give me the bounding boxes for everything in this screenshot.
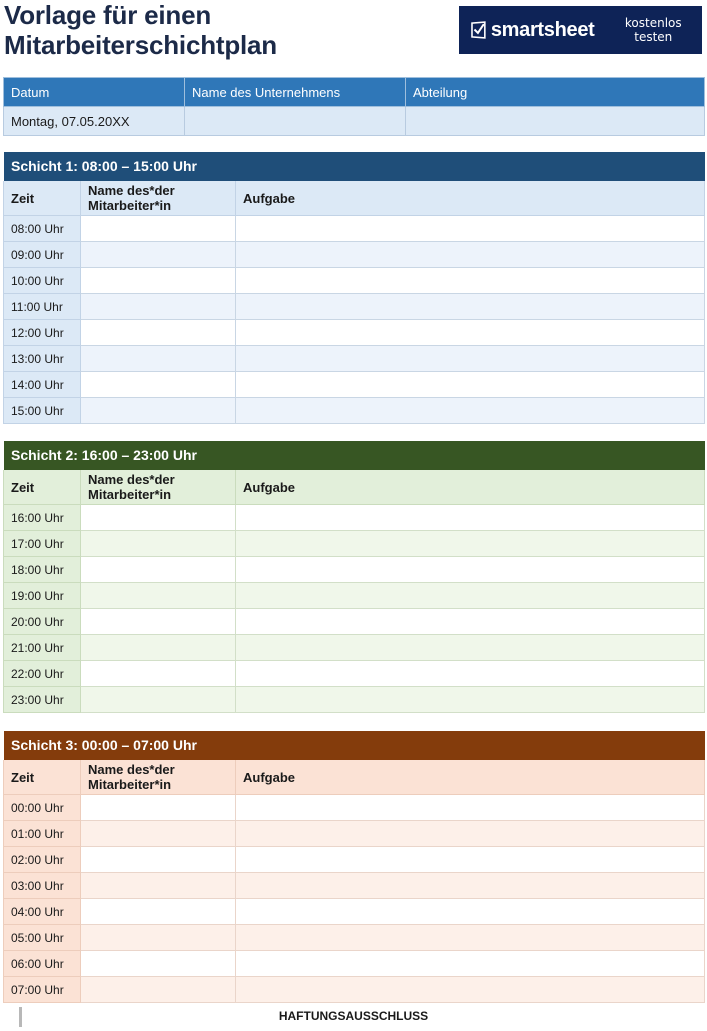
info-value-department[interactable] — [406, 107, 705, 136]
shift-3-title: Schicht 3: 00:00 – 07:00 Uhr — [4, 731, 705, 760]
task-cell[interactable] — [236, 873, 705, 899]
task-cell[interactable] — [236, 294, 705, 320]
info-header-company: Name des Unternehmens — [185, 78, 406, 107]
info-table — [3, 77, 705, 136]
shift-3-table — [3, 730, 705, 1003]
table-row — [4, 268, 705, 294]
table-row — [4, 242, 705, 268]
shift-3-column-headers — [4, 760, 705, 795]
time-cell: 15:00 Uhr — [4, 398, 81, 424]
employee-cell[interactable] — [81, 635, 236, 661]
task-cell[interactable] — [236, 346, 705, 372]
task-cell[interactable] — [236, 847, 705, 873]
table-row — [4, 346, 705, 372]
table-row — [4, 873, 705, 899]
table-row — [4, 899, 705, 925]
column-header-task: Aufgabe — [236, 760, 705, 795]
task-cell[interactable] — [236, 505, 705, 531]
employee-cell[interactable] — [81, 661, 236, 687]
disclaimer-link[interactable]: HAFTUNGSAUSSCHLUSS — [278, 1009, 429, 1023]
shift-1-title: Schicht 1: 08:00 – 15:00 Uhr — [4, 152, 705, 181]
time-cell: 01:00 Uhr — [4, 821, 81, 847]
time-cell: 00:00 Uhr — [4, 795, 81, 821]
time-cell: 17:00 Uhr — [4, 531, 81, 557]
column-header-employee: Name des*der Mitarbeiter*in — [81, 760, 236, 795]
column-header-time: Zeit — [4, 470, 81, 505]
employee-cell[interactable] — [81, 531, 236, 557]
shift-1-column-headers — [4, 181, 705, 216]
time-cell: 23:00 Uhr — [4, 687, 81, 713]
info-header-date: Datum — [4, 78, 185, 107]
column-header-task: Aufgabe — [236, 470, 705, 505]
brand-cta-label: kostenlos testen — [624, 16, 682, 44]
info-value-date[interactable]: Montag, 07.05.20XX — [4, 107, 185, 136]
table-row — [4, 795, 705, 821]
table-row — [4, 372, 705, 398]
task-cell[interactable] — [236, 557, 705, 583]
time-cell: 06:00 Uhr — [4, 951, 81, 977]
table-row — [4, 216, 705, 242]
shift-2-table — [3, 440, 705, 713]
column-header-time: Zeit — [4, 760, 81, 795]
table-row — [4, 531, 705, 557]
time-cell: 07:00 Uhr — [4, 977, 81, 1003]
column-header-task: Aufgabe — [236, 181, 705, 216]
table-row — [4, 661, 705, 687]
info-header-row — [4, 78, 705, 107]
time-cell: 09:00 Uhr — [4, 242, 81, 268]
time-cell: 11:00 Uhr — [4, 294, 81, 320]
time-cell: 05:00 Uhr — [4, 925, 81, 951]
employee-cell[interactable] — [81, 505, 236, 531]
info-value-row — [4, 107, 705, 136]
time-cell: 16:00 Uhr — [4, 505, 81, 531]
time-cell: 03:00 Uhr — [4, 873, 81, 899]
employee-cell[interactable] — [81, 609, 236, 635]
time-cell: 20:00 Uhr — [4, 609, 81, 635]
employee-cell[interactable] — [81, 795, 236, 821]
table-row — [4, 398, 705, 424]
task-cell[interactable] — [236, 899, 705, 925]
smartsheet-trial-button[interactable] — [459, 6, 702, 54]
task-cell[interactable] — [236, 242, 705, 268]
employee-cell[interactable] — [81, 557, 236, 583]
table-row — [4, 951, 705, 977]
employee-cell[interactable] — [81, 687, 236, 713]
employee-cell[interactable] — [81, 873, 236, 899]
task-cell[interactable] — [236, 977, 705, 1003]
table-row — [4, 320, 705, 346]
task-cell[interactable] — [236, 609, 705, 635]
table-row — [4, 687, 705, 713]
task-cell[interactable] — [236, 951, 705, 977]
table-row — [4, 609, 705, 635]
employee-cell[interactable] — [81, 899, 236, 925]
time-cell: 02:00 Uhr — [4, 847, 81, 873]
employee-cell[interactable] — [81, 372, 236, 398]
table-row — [4, 635, 705, 661]
task-cell[interactable] — [236, 821, 705, 847]
time-cell: 19:00 Uhr — [4, 583, 81, 609]
task-cell[interactable] — [236, 320, 705, 346]
employee-cell[interactable] — [81, 320, 236, 346]
employee-cell[interactable] — [81, 847, 236, 873]
info-header-department: Abteilung — [406, 78, 705, 107]
task-cell[interactable] — [236, 795, 705, 821]
table-row — [4, 925, 705, 951]
table-row — [4, 977, 705, 1003]
time-cell: 08:00 Uhr — [4, 216, 81, 242]
employee-cell[interactable] — [81, 977, 236, 1003]
employee-cell[interactable] — [81, 216, 236, 242]
employee-cell[interactable] — [81, 583, 236, 609]
time-cell: 18:00 Uhr — [4, 557, 81, 583]
time-cell: 21:00 Uhr — [4, 635, 81, 661]
employee-cell[interactable] — [81, 346, 236, 372]
employee-cell[interactable] — [81, 821, 236, 847]
time-cell: 14:00 Uhr — [4, 372, 81, 398]
task-cell[interactable] — [236, 398, 705, 424]
time-cell: 22:00 Uhr — [4, 661, 81, 687]
column-header-employee: Name des*der Mitarbeiter*in — [81, 181, 236, 216]
task-cell[interactable] — [236, 216, 705, 242]
task-cell[interactable] — [236, 372, 705, 398]
task-cell[interactable] — [236, 635, 705, 661]
time-cell: 04:00 Uhr — [4, 899, 81, 925]
brand-name: smartsheet — [490, 18, 595, 41]
page-title: Vorlage für einen Mitarbeiterschichtplan — [4, 0, 277, 60]
task-cell[interactable] — [236, 531, 705, 557]
employee-cell[interactable] — [81, 951, 236, 977]
column-header-employee: Name des*der Mitarbeiter*in — [81, 470, 236, 505]
info-value-company[interactable] — [185, 107, 406, 136]
employee-cell[interactable] — [81, 398, 236, 424]
employee-cell[interactable] — [81, 242, 236, 268]
shift-1-table — [3, 151, 705, 424]
time-cell: 12:00 Uhr — [4, 320, 81, 346]
employee-cell[interactable] — [81, 268, 236, 294]
smartsheet-logo-icon — [471, 21, 487, 39]
shift-2-column-headers — [4, 470, 705, 505]
table-row — [4, 847, 705, 873]
time-cell: 10:00 Uhr — [4, 268, 81, 294]
time-cell: 13:00 Uhr — [4, 346, 81, 372]
table-row — [4, 821, 705, 847]
shift-2-title: Schicht 2: 16:00 – 23:00 Uhr — [4, 441, 705, 470]
table-row — [4, 557, 705, 583]
table-row — [4, 583, 705, 609]
task-cell[interactable] — [236, 268, 705, 294]
task-cell[interactable] — [236, 925, 705, 951]
task-cell[interactable] — [236, 661, 705, 687]
column-header-time: Zeit — [4, 181, 81, 216]
table-row — [4, 294, 705, 320]
task-cell[interactable] — [236, 687, 705, 713]
table-row — [4, 505, 705, 531]
employee-cell[interactable] — [81, 294, 236, 320]
task-cell[interactable] — [236, 583, 705, 609]
employee-cell[interactable] — [81, 925, 236, 951]
